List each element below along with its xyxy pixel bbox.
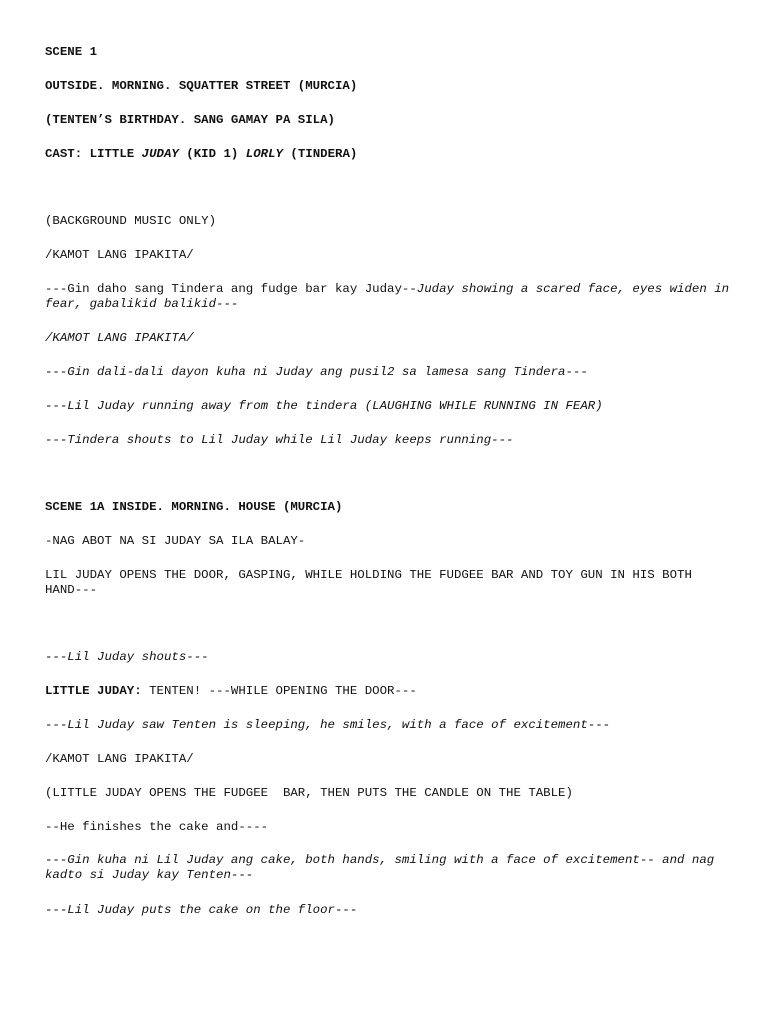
scene-1-cast bbox=[45, 147, 735, 162]
action-line-2: ---Gin dali-dali dayon kuha ni Juday ang pusil2 sa lamesa sang Tindera--- bbox=[45, 365, 588, 379]
cast-mid: (KID 1) bbox=[178, 147, 246, 161]
kamot-note-2: /KAMOT LANG IPAKITA/ bbox=[45, 331, 194, 345]
fudgee-bar-line: (LITTLE JUDAY OPENS THE FUDGEE BAR, THEN PUTS THE CANDLE ON THE TABLE) bbox=[45, 786, 573, 800]
dialogue-text: TENTEN! ---WHILE OPENING THE DOOR--- bbox=[141, 684, 417, 698]
dialogue-line bbox=[45, 684, 735, 699]
cast-end: (TINDERA) bbox=[282, 147, 358, 161]
finishes-cake-line: --He finishes the cake and---- bbox=[45, 820, 269, 834]
action-1-italic: Juday showing a scared face, eyes widen in fear, gabalikid balikid--- bbox=[45, 282, 737, 311]
kamot-note-3: /KAMOT LANG IPAKITA/ bbox=[45, 752, 194, 766]
cast-juday: JUDAY bbox=[141, 147, 179, 161]
kuha-cake-line: ---Gin kuha ni Lil Juday ang cake, both hands, smiling with a face of excitement-- and nag kadto si Juday kay Tenten--- bbox=[45, 853, 722, 882]
action-line-3: ---Lil Juday running away from the tindera (LAUGHING WHILE RUNNING IN FEAR) bbox=[45, 399, 603, 413]
action-line-4: ---Tindera shouts to Lil Juday while Lil Juday keeps running--- bbox=[45, 433, 514, 447]
cast-prefix: CAST: LITTLE bbox=[45, 147, 142, 161]
action-1-prefix: ---Gin daho sang Tindera ang fudge bar kay Juday-- bbox=[45, 282, 417, 296]
kamot-note-1: /KAMOT LANG IPAKITA/ bbox=[45, 248, 194, 262]
saw-tenten-line: ---Lil Juday saw Tenten is sleeping, he smiles, with a face of excitement--- bbox=[45, 718, 611, 732]
cake-floor-line: ---Lil Juday puts the cake on the floor--- bbox=[45, 903, 358, 917]
scene-1a-heading: SCENE 1A INSIDE. MORNING. HOUSE (MURCIA) bbox=[45, 500, 343, 514]
scene-1-location: OUTSIDE. MORNING. SQUATTER STREET (MURCIA) bbox=[45, 79, 358, 93]
opens-door-line: LIL JUDAY OPENS THE DOOR, GASPING, WHILE HOLDING THE FUDGEE BAR AND TOY GUN IN HIS BOTH HAND--- bbox=[45, 568, 700, 597]
action-line-1 bbox=[45, 282, 735, 312]
scene-1-heading: SCENE 1 bbox=[45, 45, 98, 59]
shouts-line: ---Lil Juday shouts--- bbox=[45, 650, 209, 664]
cast-lorly: LORLY bbox=[245, 147, 283, 161]
arrival-note: -NAG ABOT NA SI JUDAY SA ILA BALAY- bbox=[45, 534, 306, 548]
background-music-note: (BACKGROUND MUSIC ONLY) bbox=[45, 214, 217, 228]
scene-1-note: (TENTEN’S BIRTHDAY. SANG GAMAY PA SILA) bbox=[45, 113, 335, 127]
speaker-name: LITTLE JUDAY: bbox=[45, 684, 142, 698]
